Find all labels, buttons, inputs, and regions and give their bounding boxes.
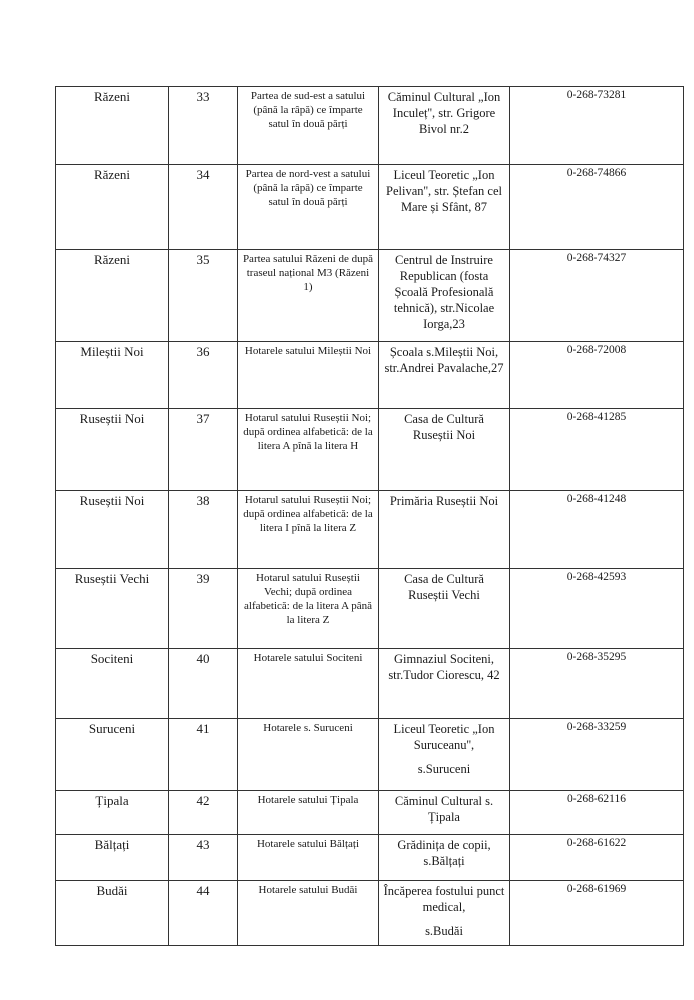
station-number-cell: 44 xyxy=(169,881,238,946)
phone-cell: 0-268-35295 xyxy=(510,649,684,719)
table-row xyxy=(56,835,684,881)
locality-cell: Ruseștii Vechi xyxy=(56,569,169,649)
phone-cell: 0-268-74866 xyxy=(510,165,684,250)
phone-cell: 0-268-61969 xyxy=(510,881,684,946)
section-address-line: Casa de Cultură Ruseștii Vechi xyxy=(404,572,484,602)
station-number-cell: 34 xyxy=(169,165,238,250)
locality-cell: Țipala xyxy=(56,791,169,835)
station-number-cell: 42 xyxy=(169,791,238,835)
locality-cell: Răzeni xyxy=(56,87,169,165)
phone-cell: 0-268-72008 xyxy=(510,342,684,409)
section-address-cell xyxy=(379,342,510,409)
phone-cell: 0-268-41248 xyxy=(510,491,684,569)
section-address-line: Liceul Teoretic „Ion Suruceanu'', xyxy=(393,722,495,752)
station-number-cell: 37 xyxy=(169,409,238,491)
locality-cell: Suruceni xyxy=(56,719,169,791)
locality-cell: Sociteni xyxy=(56,649,169,719)
section-address-cell xyxy=(379,881,510,946)
locality-cell: Ruseștii Noi xyxy=(56,491,169,569)
table-row xyxy=(56,719,684,791)
section-address-cell xyxy=(379,791,510,835)
section-address-line: Căminul Cultural s. Țipala xyxy=(394,794,494,824)
section-address-line: Primăria Ruseștii Noi xyxy=(389,494,499,508)
phone-cell: 0-268-41285 xyxy=(510,409,684,491)
phone-cell: 0-268-61622 xyxy=(510,835,684,881)
locality-cell: Budăi xyxy=(56,881,169,946)
phone-cell: 0-268-73281 xyxy=(510,87,684,165)
section-address-line: Grădinița de copii, s.Bălțați xyxy=(397,838,491,868)
section-address-line: Căminul Cultural „Ion Inculeț'', str. Grigore Bivol nr.2 xyxy=(387,90,501,136)
section-address-cell xyxy=(379,250,510,342)
area-description-cell: Hotarul satului Ruseștii Vechi; după ordinea alfabetică: de la litera A până la litera Z xyxy=(238,569,379,649)
area-description-cell: Hotarele satului Budăi xyxy=(238,881,379,946)
table-row xyxy=(56,491,684,569)
phone-cell: 0-268-33259 xyxy=(510,719,684,791)
phone-cell: 0-268-62116 xyxy=(510,791,684,835)
polling-stations-table xyxy=(55,86,684,946)
table-row xyxy=(56,342,684,409)
station-number-cell: 41 xyxy=(169,719,238,791)
area-description-cell: Hotarele satului Țipala xyxy=(238,791,379,835)
section-address-cell xyxy=(379,87,510,165)
table-row xyxy=(56,250,684,342)
table-row xyxy=(56,409,684,491)
section-address-line: Liceul Teoretic „Ion Pelivan'', str. Ștefan cel Mare și Sfânt, 87 xyxy=(386,168,502,214)
section-address-cell xyxy=(379,719,510,791)
section-address-cell xyxy=(379,165,510,250)
area-description-cell: Hotarul satului Ruseștii Noi; după ordinea alfabetică: de la litera I pînă la litera Z xyxy=(238,491,379,569)
locality-cell: Răzeni xyxy=(56,165,169,250)
area-description-cell: Partea satului Răzeni de după traseul național M3 (Răzeni 1) xyxy=(238,250,379,342)
area-description-cell: Partea de nord-vest a satului (până la râpă) ce împarte satul în două părți xyxy=(238,165,379,250)
locality-cell: Bălțați xyxy=(56,835,169,881)
locality-cell: Răzeni xyxy=(56,250,169,342)
area-description-cell: Partea de sud-est a satului (până la râpă) ce împarte satul în două părți xyxy=(238,87,379,165)
section-address-cell xyxy=(379,835,510,881)
section-address-line: Școala s.Mileștii Noi, str.Andrei Pavalache,27 xyxy=(384,345,504,375)
section-address-line: s.Budăi xyxy=(425,924,463,938)
table-row xyxy=(56,881,684,946)
locality-cell: Mileștii Noi xyxy=(56,342,169,409)
locality-cell: Ruseștii Noi xyxy=(56,409,169,491)
area-description-cell: Hotarele satului Bălțați xyxy=(238,835,379,881)
section-address-cell xyxy=(379,409,510,491)
area-description-cell: Hotarele satului Mileștii Noi xyxy=(238,342,379,409)
station-number-cell: 39 xyxy=(169,569,238,649)
section-address-cell xyxy=(379,491,510,569)
phone-cell: 0-268-74327 xyxy=(510,250,684,342)
area-description-cell: Hotarele s. Suruceni xyxy=(238,719,379,791)
station-number-cell: 33 xyxy=(169,87,238,165)
table-row xyxy=(56,165,684,250)
section-address-line: s.Suruceni xyxy=(417,762,471,776)
section-address-cell xyxy=(379,569,510,649)
table-body xyxy=(56,87,684,946)
section-address-cell xyxy=(379,649,510,719)
station-number-cell: 35 xyxy=(169,250,238,342)
section-address-line: Gimnaziul Sociteni, str.Tudor Ciorescu, 42 xyxy=(388,652,500,682)
table-row xyxy=(56,649,684,719)
station-number-cell: 38 xyxy=(169,491,238,569)
section-address-line: Centrul de Instruire Republican (fosta Școală Profesională tehnică), str.Nicolae Iorga,23 xyxy=(393,253,495,331)
table-row xyxy=(56,791,684,835)
table-row xyxy=(56,569,684,649)
section-address-line: Încăperea fostului punct medical, xyxy=(383,884,505,914)
station-number-cell: 36 xyxy=(169,342,238,409)
station-number-cell: 43 xyxy=(169,835,238,881)
area-description-cell: Hotarele satului Sociteni xyxy=(238,649,379,719)
section-address-line: Casa de Cultură Ruseștii Noi xyxy=(404,412,484,442)
phone-cell: 0-268-42593 xyxy=(510,569,684,649)
table-row xyxy=(56,87,684,165)
area-description-cell: Hotarul satului Ruseștii Noi; după ordinea alfabetică: de la litera A pînă la litera H xyxy=(238,409,379,491)
station-number-cell: 40 xyxy=(169,649,238,719)
